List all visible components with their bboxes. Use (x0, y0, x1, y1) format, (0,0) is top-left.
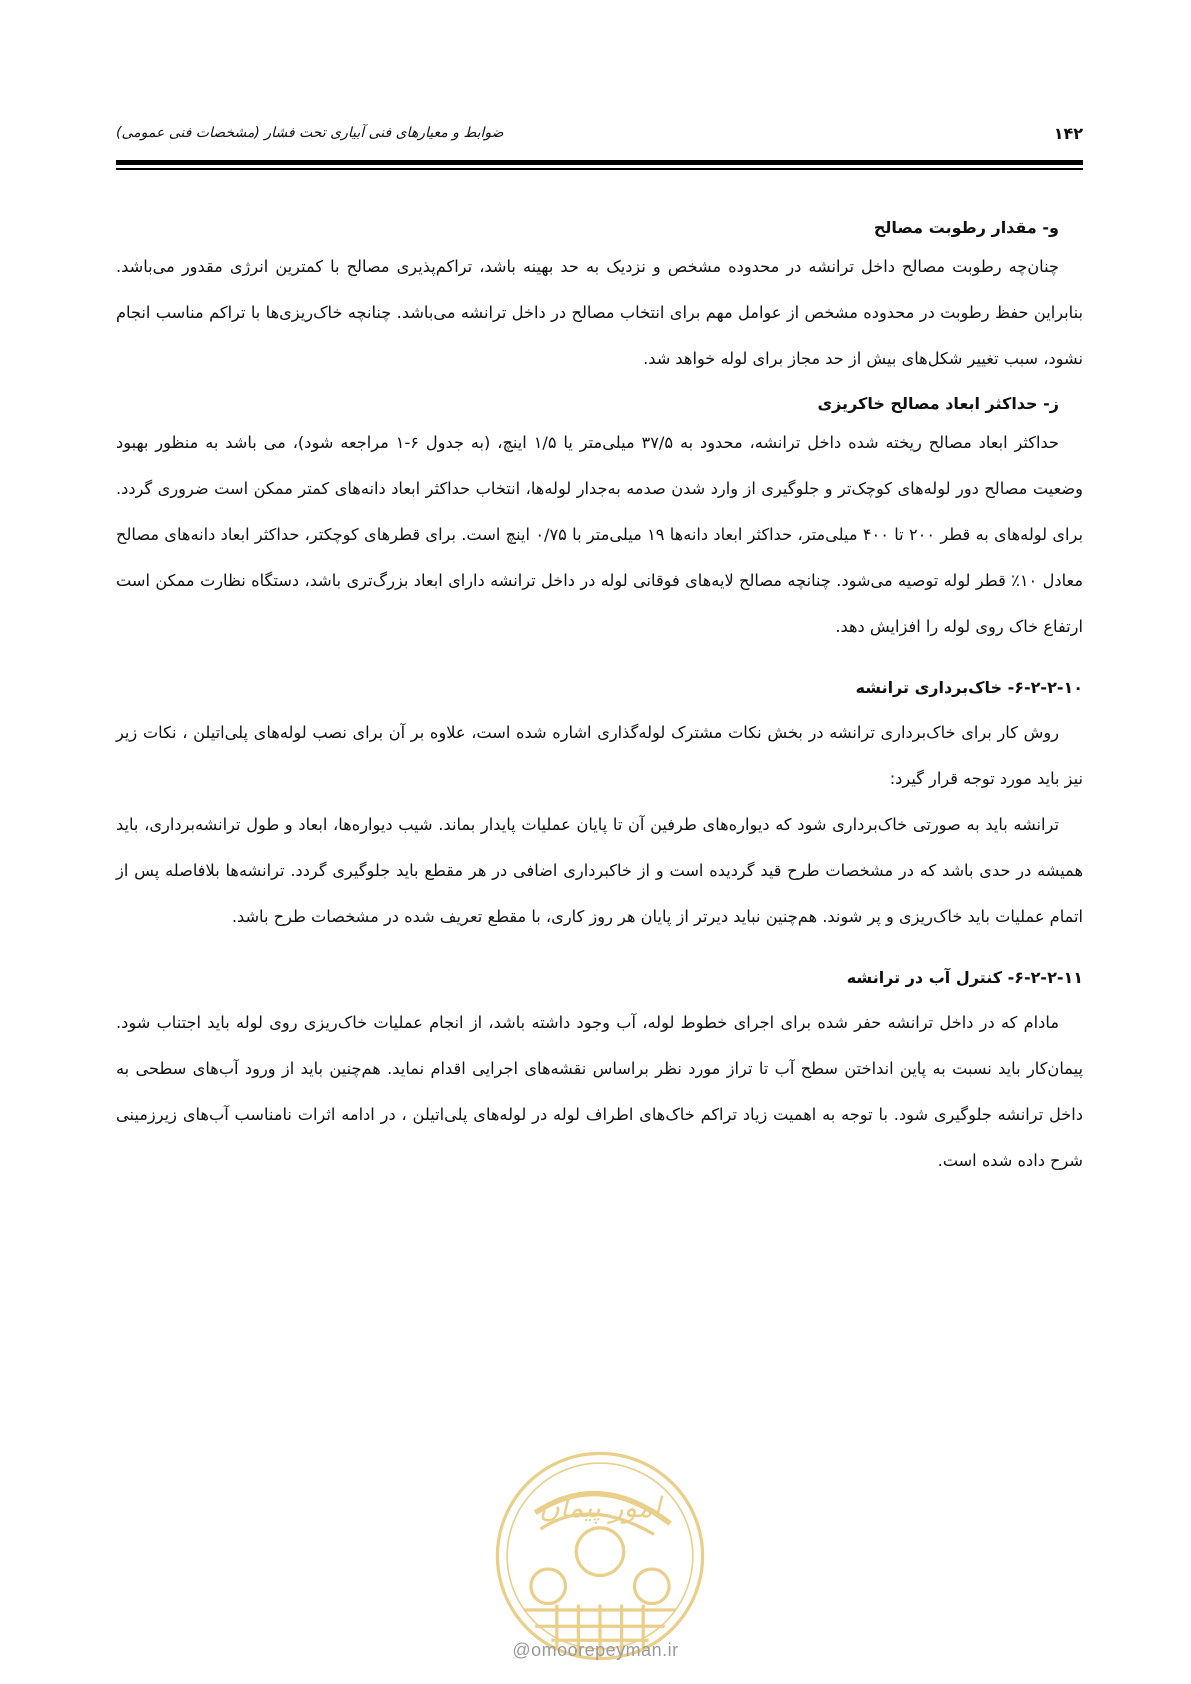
header-rule-thick (116, 160, 1083, 165)
paragraph-max-size: حداکثر ابعاد مصالح ریخته شده داخل ترانشه، محدود به ۳۷/۵ میلی‌متر یا ۱/۵ اینچ، (به جدول ۶-۱ مراجعه شود)، می باشد به منظور بهبود وضعیت مصالح دور لوله‌های کوچک‌تر و جلوگیری از وارد شدن صدمه به‌جدار لوله‌ها، انتخاب حداکثر ابعاد دانه‌های کمتر ممکن است ضروری گردد. برای لوله‌های به قطر ۲۰۰ تا ۴۰۰ میلی‌متر، حداکثر ابعاد دانه‌ها ۱۹ میلی‌متر با ۰/۷۵ اینچ است. برای قطرهای کوچکتر، حداکثر ابعاد دانه‌های مصالح معادل ۱۰٪ قطر لوله توصیه می‌شود. چنانچه مصالح لایه‌های فوقانی لوله در داخل ترانشه دارای ابعاد بزرگ‌تری باشد، دستگاه نظارت ممکن است ارتفاع خاک روی لوله را افزایش دهد. (116, 433, 1083, 636)
page-header (116, 124, 1083, 146)
header-rule-thin (116, 168, 1083, 170)
running-header-title: ضوابط و معیارهای فنی آبیاری تحت فشار (مشخصات فنی عمومی) (116, 125, 504, 141)
section-heading-excavation: ۶-۲-۲-۱۰- خاک‌برداری ترانشه (855, 678, 1083, 697)
watermark-at-icon: @ (512, 1640, 532, 1660)
paragraph-water-control: مادام که در داخل ترانشه حفر شده برای اجرای خطوط لوله، آب وجود داشته باشد، از انجام عملیات خاک‌ریزی روی لوله باید اجتناب شود. پیمان‌کار باید نسبت به پاین انداختن سطح آب تا تراز مورد نظر براساس نقشه‌های اجرایی اقدام نماید. هم‌چنین باید از ورود آب‌های سطحی به داخل ترانشه جلوگیری شود. با توجه به اهمیت زیاد تراکم خاک‌های اطراف لوله در لوله‌های پلی‌اتیلن ، در ادامه اثرات نامناسب آب‌های زیرزمینی شرح داده شده است. (116, 1013, 1083, 1170)
paragraph-moisture: چنان‌چه رطوبت مصالح داخل ترانشه در محدوده مشخص و نزدیک به حد بهینه باشد، تراکم‌پذیری مصالح با کمترین انرژی مقدور می‌باشد. بنابراین حفظ رطوبت در محدوده مشخص از عوامل مهم برای انتخاب مصالح در داخل ترانشه می‌باشد. چنانچه خاک‌ریزی‌ها با تراکم مناسب انجام نشود، سبب تغییر شکل‌های بیش از حد مجاز برای لوله خواهد شد. (116, 257, 1083, 368)
watermark-url (0, 1640, 1191, 1661)
subsection-heading-moisture: و- مقدار رطوبت مصالح (873, 218, 1059, 237)
watermark-seal-logo (492, 1448, 708, 1664)
subsection-heading-max-size: ز- حداکثر ابعاد مصالح خاکریزی (817, 394, 1059, 413)
watermark-url-text: omoorepeyman.ir (531, 1640, 679, 1660)
page-number: ۱۴۲ (1053, 124, 1083, 143)
section-heading-water-control: ۶-۲-۲-۱۱- کنترل آب در ترانشه (846, 968, 1083, 987)
paragraph-excavation-body: ترانشه باید به صورتی خاک‌برداری شود که دیواره‌های طرفین آن تا پایان عملیات پایدار بماند. شیب دیواره‌ها، ابعاد و طول ترانشه‌برداری، باید همیشه در حدی باشد که در مشخصات طرح قید گردیده است و از خاکبرداری اضافی در هر مقطع باید جلوگیری گردد. ترانشه‌ها بلافاصله پس از اتمام عملیات باید خاک‌ریزی و پر شوند. هم‌چنین نباید دیرتر از پایان هر روز کاری، با مقطع تعریف شده در مشخصات طرح باشد. (116, 815, 1083, 926)
paragraph-excavation-intro: روش کار برای خاک‌برداری ترانشه در بخش نکات مشترک لوله‌گذاری اشاره شده است، علاوه بر آن برای نصب لوله‌های پلی‌اتیلن ، نکات زیر نیز باید مورد توجه قرار گیرد: (116, 723, 1083, 788)
seal-lettering: امور پیمان (539, 1491, 661, 1525)
page-body (116, 212, 1083, 1184)
